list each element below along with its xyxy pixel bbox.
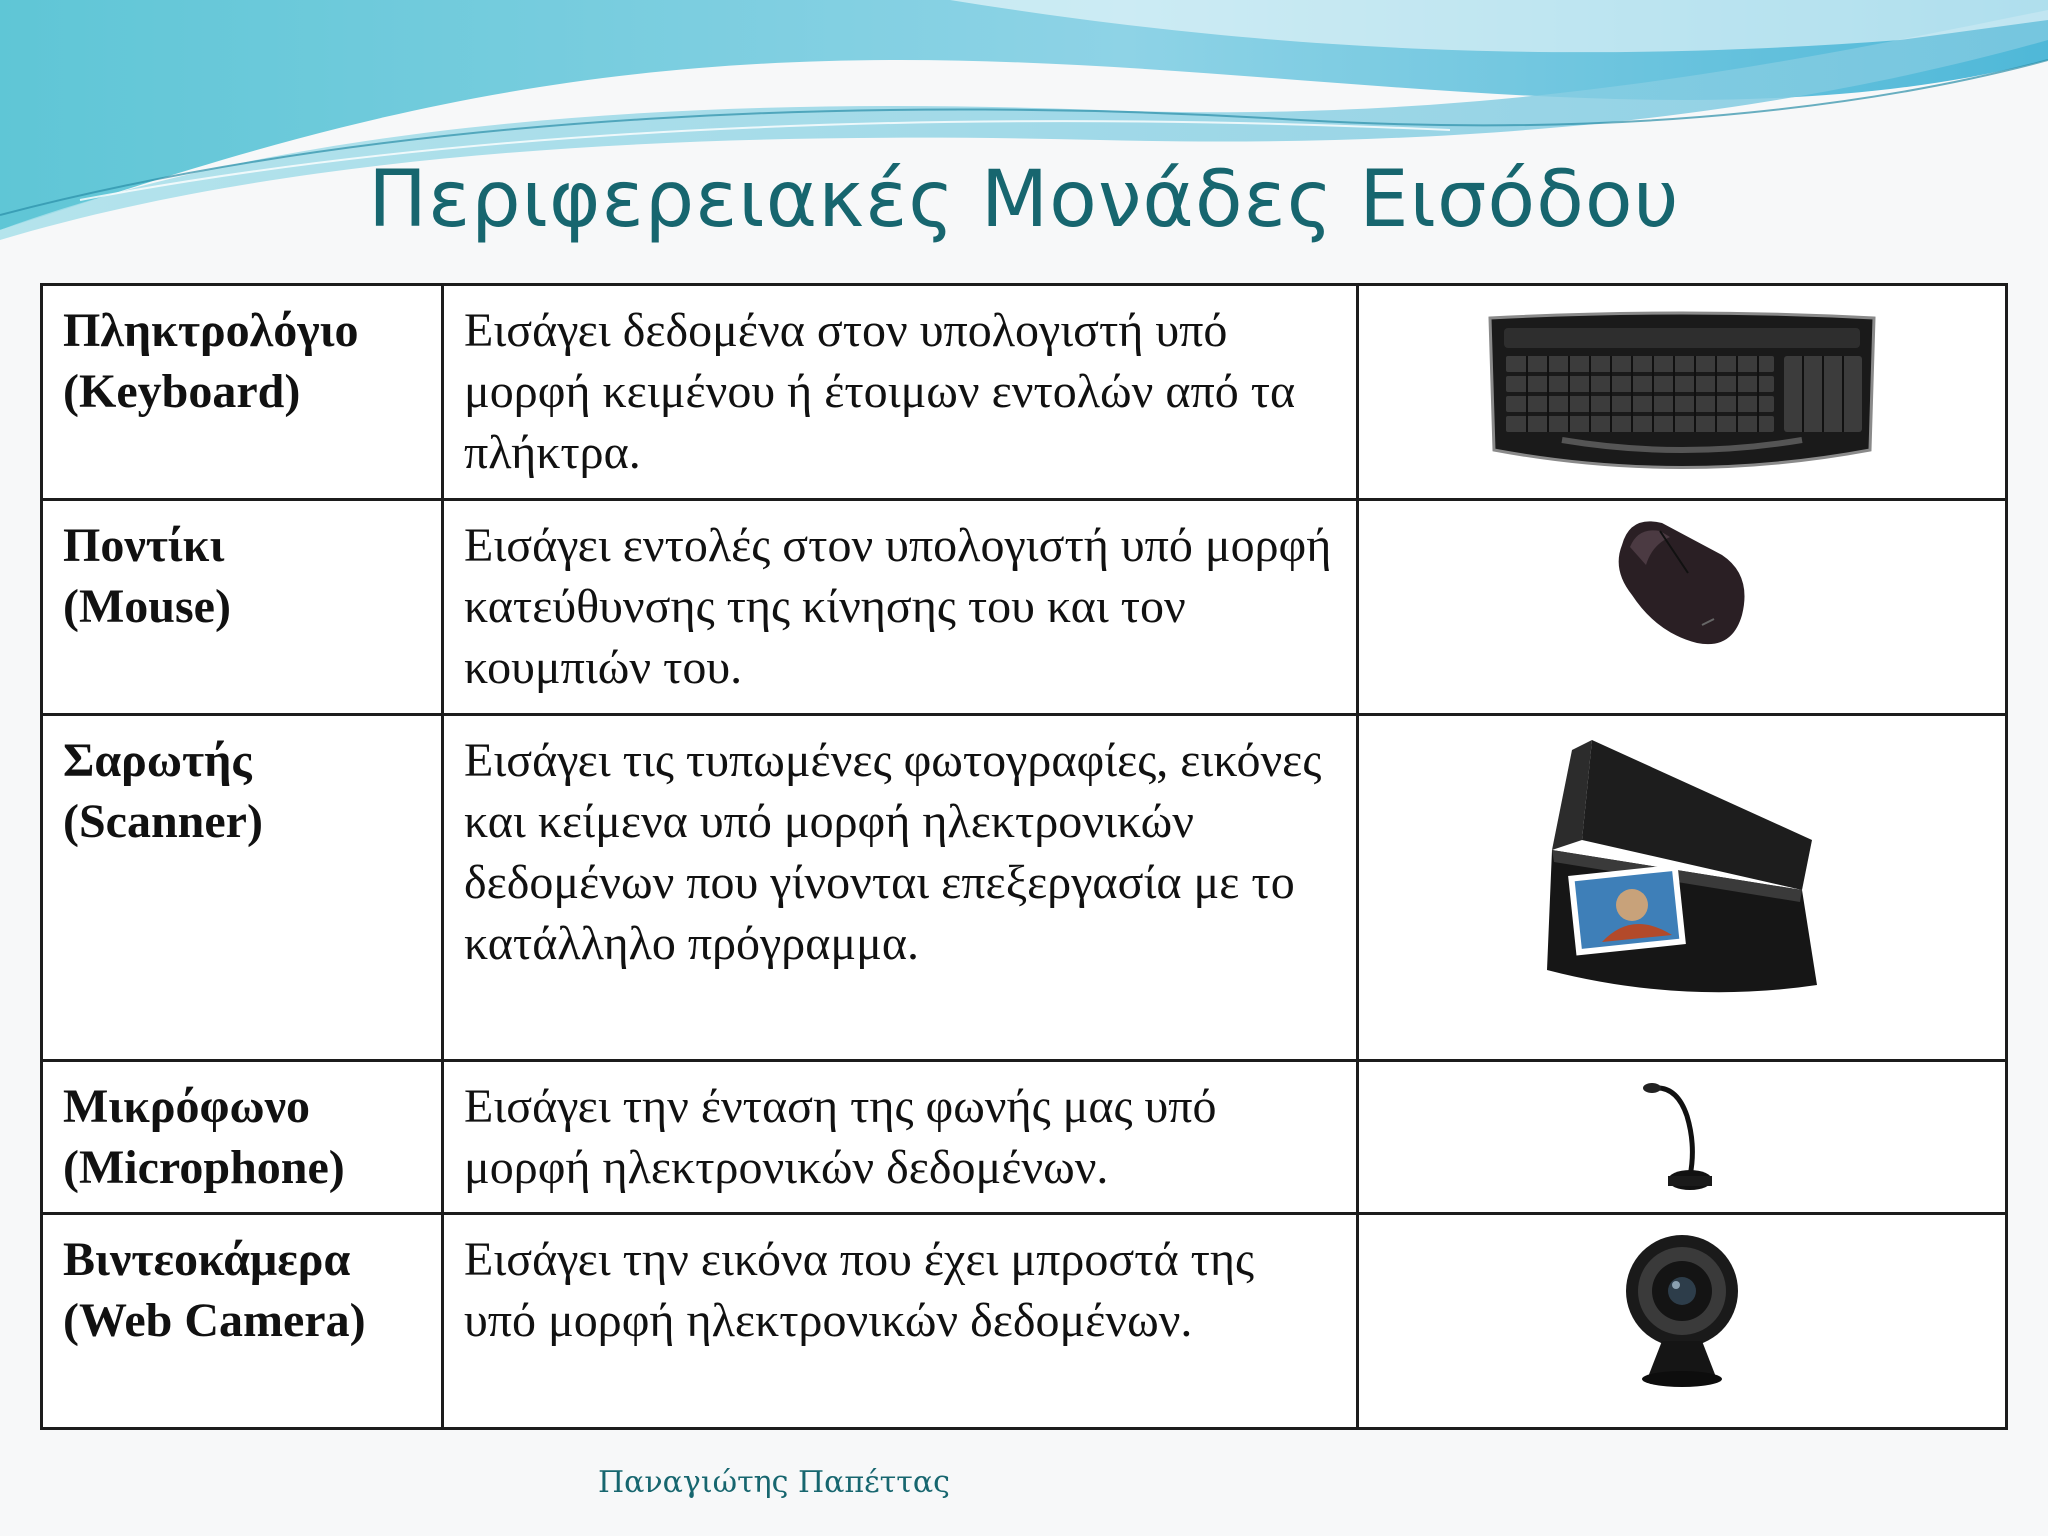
device-image-cell bbox=[1358, 500, 2007, 715]
table-row bbox=[42, 1061, 2007, 1214]
device-name: Πληκτρολόγιο bbox=[63, 304, 359, 357]
device-description: Εισάγει την εικόνα που έχει μπροστά της υπό μορφή ηλεκτρονικών δεδομένων. bbox=[443, 1214, 1358, 1429]
device-name-cell bbox=[42, 500, 443, 715]
device-image-cell bbox=[1358, 1061, 2007, 1214]
device-name: Σαρωτής bbox=[63, 734, 252, 787]
slide-title: Περιφερειακές Μονάδες Εισόδου bbox=[368, 155, 1680, 245]
author-footer: Παναγιώτης Παπέττας bbox=[598, 1465, 950, 1500]
table-row bbox=[42, 500, 2007, 715]
device-image-cell bbox=[1358, 715, 2007, 1061]
device-english-name: (Scanner) bbox=[63, 795, 263, 848]
device-english-name: (Mouse) bbox=[63, 580, 231, 633]
microphone-icon bbox=[1632, 1076, 1732, 1196]
device-description: Εισάγει εντολές στον υπολογιστή υπό μορφή κατεύθυνσης της κίνησης του και τον κουμπιών του. bbox=[443, 500, 1358, 715]
scanner-icon bbox=[1532, 730, 1832, 1020]
device-name-cell bbox=[42, 1214, 443, 1429]
device-name: Βιντεοκάμερα bbox=[63, 1233, 351, 1286]
device-english-name: (Keyboard) bbox=[63, 365, 301, 418]
keyboard-icon bbox=[1482, 300, 1882, 480]
device-description: Εισάγει τις τυπωμένες φωτογραφίες, εικόνες και κείμενα υπό μορφή ηλεκτρονικών δεδομένων που γίνονται επεξεργασία με το κατάλληλο πρόγραμμα. bbox=[443, 715, 1358, 1061]
device-name-cell bbox=[42, 1061, 443, 1214]
device-image-cell bbox=[1358, 1214, 2007, 1429]
device-english-name: (Microphone) bbox=[63, 1141, 345, 1194]
table-row bbox=[42, 715, 2007, 1061]
table-row bbox=[42, 285, 2007, 500]
input-devices-table bbox=[40, 283, 2008, 1430]
mouse-icon bbox=[1602, 515, 1762, 655]
device-name: Μικρόφωνο bbox=[63, 1080, 311, 1133]
table-row bbox=[42, 1214, 2007, 1429]
device-description: Εισάγει δεδομένα στον υπολογιστή υπό μορφή κειμένου ή έτοιμων εντολών από τα πλήκτρα. bbox=[443, 285, 1358, 500]
webcam-icon bbox=[1612, 1229, 1752, 1389]
device-name-cell bbox=[42, 715, 443, 1061]
device-english-name: (Web Camera) bbox=[63, 1294, 366, 1347]
device-image-cell bbox=[1358, 285, 2007, 500]
device-name: Ποντίκι bbox=[63, 519, 225, 572]
device-description: Εισάγει την ένταση της φωνής μας υπό μορφή ηλεκτρονικών δεδομένων. bbox=[443, 1061, 1358, 1214]
device-name-cell bbox=[42, 285, 443, 500]
